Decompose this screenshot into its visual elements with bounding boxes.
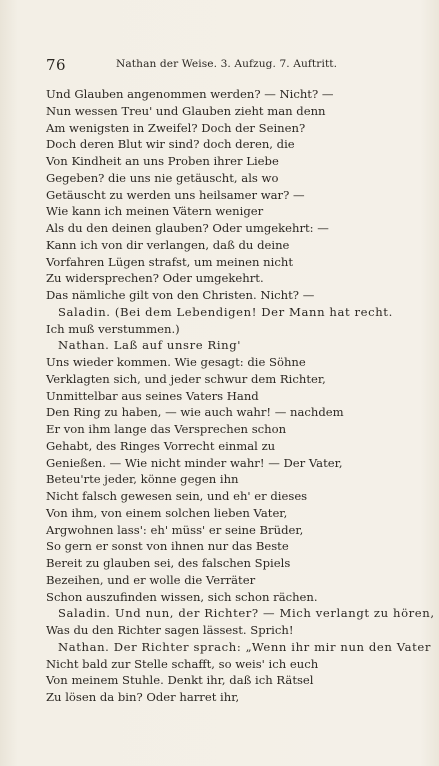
text-line: Als du den deinen glauben? Oder umgekehrt: — xyxy=(46,221,329,235)
text-line: Verklagten sich, und jeder schwur dem Richter, xyxy=(46,371,326,386)
drama-text xyxy=(46,86,436,706)
text-line: Was du den Richter sagen lässest. Sprich! xyxy=(46,623,294,637)
text-line: Genießen. — Wie nicht minder wahr! — Der Vater, xyxy=(46,455,343,470)
speaker-line: Nathan. Der Richter sprach: „Wenn ihr mir nun den Vater xyxy=(58,639,432,654)
text-line: Zu widersprechen? Oder umgekehrt. xyxy=(46,271,264,286)
text-line: Vorfahren Lügen strafst, um meinen nicht xyxy=(46,254,293,269)
text-line: Und Glauben angenommen werden? — Nicht? — xyxy=(46,87,334,101)
text-line: Nicht falsch gewesen sein, und eh' er dieses xyxy=(46,489,308,503)
running-title: Nathan der Weise. 3. Aufzug. 7. Auftritt. xyxy=(116,58,338,70)
text-line: Argwohnen lass': eh' müss' er seine Brüder, xyxy=(46,522,304,537)
text-line: Von ihm, von einem solchen lieben Vater, xyxy=(46,505,288,520)
page-header xyxy=(46,56,376,72)
text-line: Wie kann ich meinen Vätern weniger xyxy=(46,204,264,219)
text-line: Zu lösen da bin? Oder harret ihr, xyxy=(46,690,240,704)
text-line: Den Ring zu haben, — wie auch wahr! — nachdem xyxy=(46,405,344,420)
text-line: Das nämliche gilt von den Christen. Nicht? — xyxy=(46,288,315,302)
text-line: Unmittelbar aus seines Vaters Hand xyxy=(46,388,259,403)
text-line: Gegeben? die uns nie getäuscht, als wo xyxy=(46,170,279,185)
text-line: Am wenigsten in Zweifel? Doch der Seinen? xyxy=(46,120,306,135)
text-line: Gehabt, des Ringes Vorrecht einmal zu xyxy=(46,438,276,453)
text-line: Er von ihm lange das Versprechen schon xyxy=(46,422,287,436)
text-line: Schon auszufinden wissen, sich schon rächen. xyxy=(46,589,318,604)
text-line: Getäuscht zu werden uns heilsamer war? — xyxy=(46,187,305,202)
text-line: Uns wieder kommen. Wie gesagt: die Söhne xyxy=(46,355,306,369)
speaker-line: Nathan. Laß auf unsre Ring' xyxy=(58,338,242,353)
text-line: Nicht bald zur Stelle schafft, so weis' ich euch xyxy=(46,656,319,671)
speaker-line: Saladin. (Bei dem Lebendigen! Der Mann hat recht. xyxy=(58,304,393,319)
text-line: Doch deren Blut wir sind? doch deren, die xyxy=(46,137,295,152)
text-line: Nun wessen Treu' und Glauben zieht man denn xyxy=(46,103,326,118)
text-line: Von Kindheit an uns Proben ihrer Liebe xyxy=(46,154,279,168)
text-line: Von meinem Stuhle. Denkt ihr, daß ich Rätsel xyxy=(46,673,314,688)
page-number: 76 xyxy=(46,56,67,74)
text-line: So gern er sonst von ihnen nur das Beste xyxy=(46,539,289,554)
text-line: Bezeihen, und er wolle die Verräter xyxy=(46,572,256,587)
text-line: Beteu'rte jeder, könne gegen ihn xyxy=(46,472,239,487)
speaker-line: Saladin. Und nun, der Richter? — Mich verlangt zu hören, xyxy=(58,606,435,621)
text-line: Ich muß verstummen.) xyxy=(46,321,180,336)
text-line: Bereit zu glauben sei, des falschen Spiels xyxy=(46,556,291,570)
text-line: Kann ich von dir verlangen, daß du deine xyxy=(46,237,290,252)
